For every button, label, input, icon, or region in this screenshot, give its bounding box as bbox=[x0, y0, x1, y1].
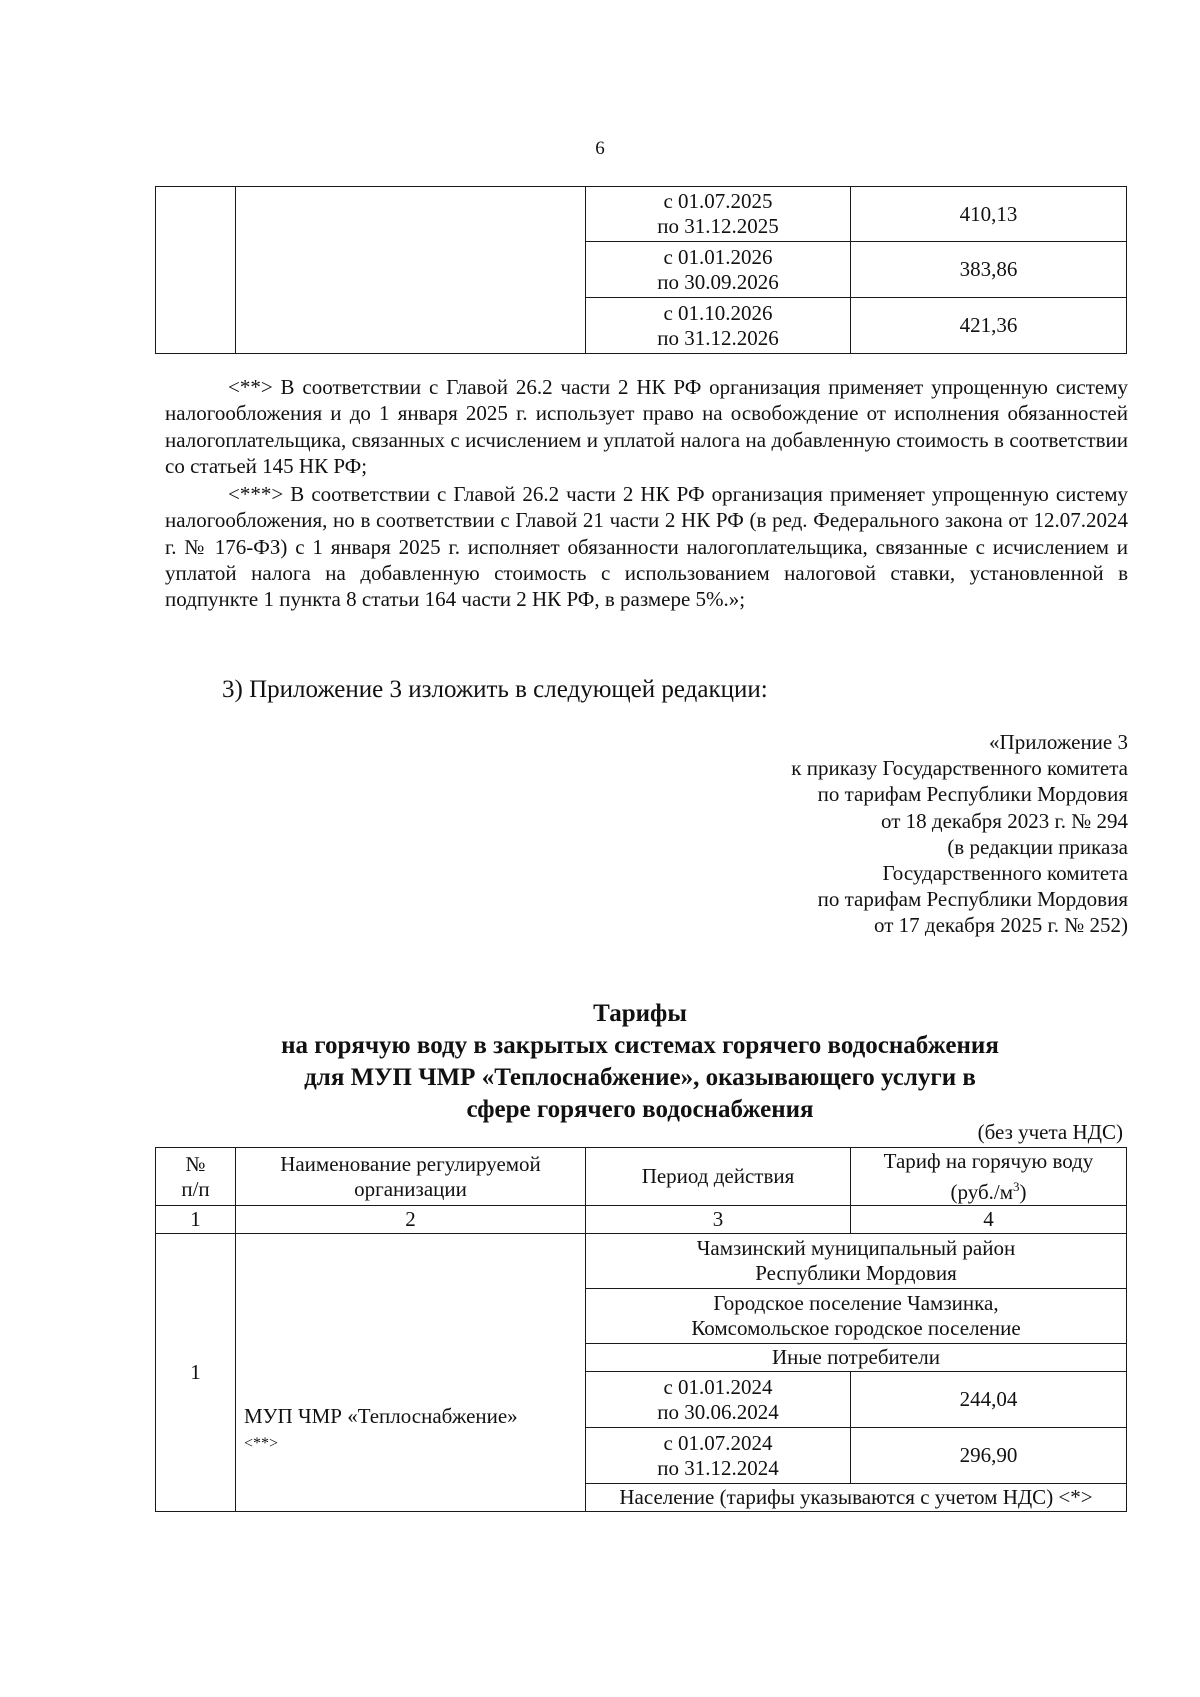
appendix-line: по тарифам Республики Мордовия bbox=[817, 887, 1128, 912]
period-to: по 31.12.2025 bbox=[657, 214, 779, 238]
settlement-cell: Городское поселение Чамзинка, Комсомольское городское поселение bbox=[586, 1289, 1127, 1344]
document-title: Тарифы bbox=[593, 1000, 687, 1027]
period-cell bbox=[586, 1372, 851, 1428]
period-cell bbox=[586, 187, 851, 242]
period-to: по 31.12.2024 bbox=[657, 1455, 779, 1480]
tariff-value: 410,13 bbox=[851, 187, 1127, 242]
subtitle-line: для МУП ЧМР «Теплоснабжение», оказывающего услуги в bbox=[304, 1064, 976, 1091]
page-number: 6 bbox=[595, 138, 605, 159]
table-row bbox=[156, 1234, 1127, 1289]
period-cell bbox=[586, 298, 851, 354]
subtitle-line: сфере горячего водоснабжения bbox=[466, 1096, 814, 1123]
org-name-cell bbox=[236, 1234, 586, 1512]
appendix-line: от 17 декабря 2025 г. № 252) bbox=[874, 913, 1128, 938]
tariff-value: 421,36 bbox=[851, 298, 1127, 354]
period-to: по 31.12.2026 bbox=[657, 325, 779, 350]
period-from: с 01.01.2026 bbox=[663, 244, 773, 269]
appendix-line: к приказу Государственного комитета bbox=[791, 756, 1128, 781]
unit-note: (без учета НДС) bbox=[977, 1120, 1123, 1144]
period-to: по 30.06.2024 bbox=[657, 1399, 779, 1424]
period-cell bbox=[586, 1428, 851, 1484]
header-org-name: Наименование регулируемой организации bbox=[236, 1148, 586, 1206]
table-header-row bbox=[156, 1148, 1127, 1206]
note-triple-star: <***> В соответствии с Главой 26.2 части 2 НК РФ организация применяет упрощенную систему налогообложения, но в соответствии с Главой 21 части 2 НК РФ (в ред. Федерального закона от 12.07.2024 г. № 176-ФЗ) с 1 января 2025 г. исполняет обязанности налогоплательщика, связанные с исчислением и уплатой налога на добавленную стоимость с использованием налоговой ставки, установленной в подпункте 1 пункта 8 статьи 164 части 2 НК РФ, в размере 5%.»; bbox=[165, 482, 1128, 612]
period-from: с 01.10.2026 bbox=[663, 300, 773, 325]
appendix-line: «Приложение 3 bbox=[989, 730, 1128, 754]
header-number: № п/п bbox=[156, 1148, 236, 1206]
column-number: 1 bbox=[156, 1206, 236, 1234]
period-from: с 01.01.2024 bbox=[663, 1374, 773, 1399]
org-footnote-mark: <**> bbox=[244, 1435, 279, 1452]
empty-name-cell bbox=[236, 187, 586, 354]
consumer-group-population: Население (тарифы указываются с учетом НДС) <*> bbox=[586, 1484, 1127, 1512]
period-from: с 01.07.2024 bbox=[663, 1430, 773, 1455]
district-cell: Чамзинский муниципальный район Республики Мордовия bbox=[586, 1234, 1127, 1289]
column-number: 2 bbox=[236, 1206, 586, 1234]
tariff-table bbox=[155, 1147, 1127, 1512]
appendix-line: (в редакции приказа bbox=[947, 834, 1128, 859]
tariff-value: 244,04 bbox=[851, 1372, 1127, 1428]
appendix-line: по тарифам Республики Мордовия bbox=[817, 782, 1128, 807]
subtitle-line: на горячую воду в закрытых системах горячего водоснабжения bbox=[281, 1032, 999, 1059]
consumer-group-other: Иные потребители bbox=[586, 1344, 1127, 1372]
appendix-reference bbox=[600, 729, 1128, 939]
period-to: по 30.09.2026 bbox=[657, 269, 779, 294]
appendix-line: Государственного комитета bbox=[882, 861, 1128, 886]
period-from: с 01.07.2025 bbox=[663, 189, 773, 213]
period-cell bbox=[586, 242, 851, 298]
column-number: 4 bbox=[851, 1206, 1127, 1234]
header-period: Период действия bbox=[586, 1148, 851, 1206]
tariff-table-continued bbox=[155, 186, 1127, 354]
header-tariff: Тариф на горячую воду $(руб./м^3)$ bbox=[851, 1148, 1127, 1206]
tariff-value: 296,90 bbox=[851, 1428, 1127, 1484]
table-row bbox=[156, 187, 1127, 242]
tariff-value: 383,86 bbox=[851, 242, 1127, 298]
org-name: МУП ЧМР «Теплоснабжение» bbox=[244, 1404, 518, 1428]
empty-number-cell bbox=[156, 187, 236, 354]
appendix-line: от 18 декабря 2023 г. № 294 bbox=[881, 808, 1128, 833]
column-number-row bbox=[156, 1206, 1127, 1234]
column-number: 3 bbox=[586, 1206, 851, 1234]
row-number: 1 bbox=[156, 1234, 236, 1512]
note-double-star: <**> В соответствии с Главой 26.2 части 2 НК РФ организация применяет упрощенную систему налогообложения и до 1 января 2025 г. использует право на освобождение от исполнения обязанностей налогоплательщика, связанных с исчислением и уплатой налога на добавленную стоимость в соответствии со статьей 145 НК РФ; bbox=[165, 375, 1128, 478]
section-heading: 3) Приложение 3 изложить в следующей редакции: bbox=[222, 676, 768, 703]
document-subtitle bbox=[150, 1030, 1130, 1126]
